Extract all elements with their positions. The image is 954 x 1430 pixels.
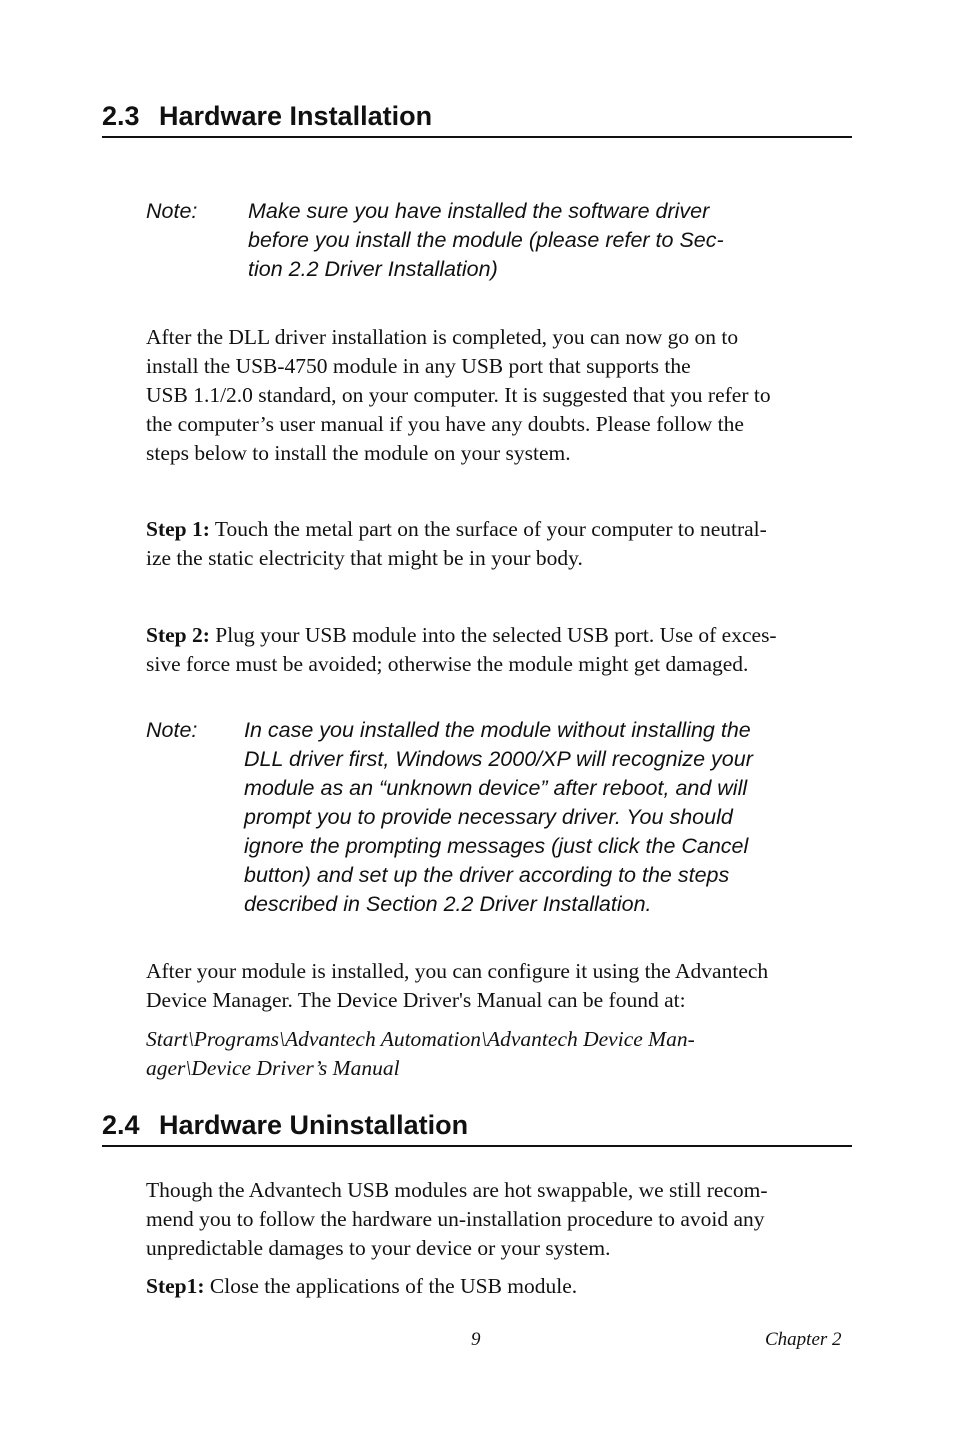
section-title: Hardware Uninstallation [159, 1110, 469, 1140]
note-line: button) and set up the driver according to the steps [244, 863, 730, 887]
paragraph-line: Though the Advantech USB modules are hot swappable, we still recom- [146, 1178, 768, 1202]
note-line: tion 2.2 Driver Installation) [248, 257, 498, 281]
paragraph-line: install the USB-4750 module in any USB port that supports the [146, 354, 691, 378]
note-line: described in Section 2.2 Driver Installation. [244, 892, 652, 916]
paragraph-line: the computer’s user manual if you have any doubts. Please follow the [146, 412, 744, 436]
installation-intro-paragraph [146, 323, 856, 468]
note-unknown-device [146, 716, 836, 921]
section-number: 2.4 [102, 1110, 140, 1140]
note-text [248, 197, 724, 284]
install-step-1 [146, 515, 856, 573]
paragraph-line: After the DLL driver installation is completed, you can now go on to [146, 325, 739, 349]
paragraph-line: Device Manager. The Device Driver's Manual can be found at: [146, 988, 686, 1012]
paragraph-line: unpredictable damages to your device or your system. [146, 1236, 611, 1260]
paragraph-line: mend you to follow the hardware un-installation procedure to avoid any [146, 1207, 765, 1231]
manual-path [146, 1025, 856, 1083]
page-number: 9 [471, 1329, 481, 1350]
uninstall-step-1 [146, 1272, 856, 1301]
note-line: ignore the prompting messages (just click the Cancel [244, 834, 749, 858]
section-title: Hardware Installation [159, 101, 433, 131]
path-line: ager\Device Driver’s Manual [146, 1056, 400, 1080]
chapter-label: Chapter 2 [765, 1329, 842, 1350]
section-2-3-heading [102, 100, 852, 138]
note-line: DLL driver first, Windows 2000/XP will recognize your [244, 747, 753, 771]
note-line: before you install the module (please refer to Sec- [248, 228, 724, 252]
paragraph-line: ize the static electricity that might be in your body. [146, 546, 583, 570]
paragraph-line: steps below to install the module on your system. [146, 441, 571, 465]
uninstallation-intro-paragraph [146, 1176, 856, 1263]
note-line: prompt you to provide necessary driver. You should [244, 805, 733, 829]
step-label: Step1: [146, 1274, 205, 1298]
device-manager-paragraph [146, 957, 856, 1015]
install-step-2 [146, 621, 856, 679]
paragraph-line [146, 515, 856, 544]
step-text: Close the applications of the USB module. [204, 1274, 578, 1298]
paragraph-line [146, 1272, 856, 1301]
step-text: Plug your USB module into the selected USB port. Use of exces- [209, 623, 777, 647]
step-text: Touch the metal part on the surface of your computer to neutral- [209, 517, 767, 541]
path-line: Start\Programs\Advantech Automation\Advantech Device Man- [146, 1027, 695, 1051]
step-label: Step 1: [146, 517, 210, 541]
section-number: 2.3 [102, 101, 140, 131]
note-line: Make sure you have installed the software driver [248, 199, 710, 223]
paragraph-line: sive force must be avoided; otherwise the module might get damaged. [146, 652, 749, 676]
paragraph-line: After your module is installed, you can configure it using the Advantech [146, 959, 769, 983]
paragraph-line [146, 621, 856, 650]
note-label: Note: [146, 199, 198, 223]
note-line: In case you installed the module without installing the [244, 718, 751, 742]
note-line: module as an “unknown device” after reboot, and will [244, 776, 748, 800]
note-label: Note: [146, 718, 198, 742]
note-driver-first [146, 197, 796, 287]
step-label: Step 2: [146, 623, 210, 647]
paragraph-line: USB 1.1/2.0 standard, on your computer. It is suggested that you refer to [146, 383, 771, 407]
section-2-4-heading [102, 1109, 852, 1147]
note-text [244, 716, 753, 919]
